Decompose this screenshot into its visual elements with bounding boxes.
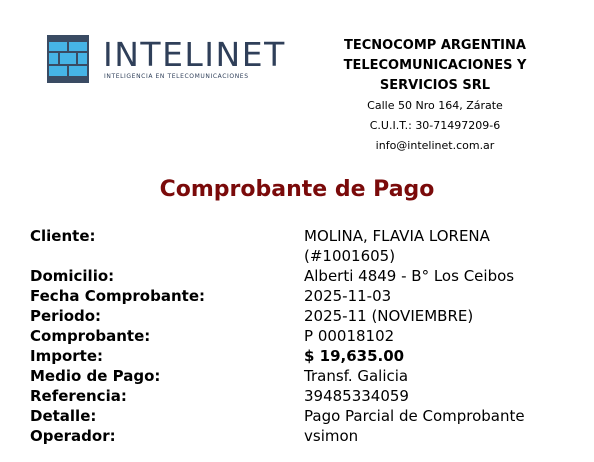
company-name-line-1: TECNOCOMP ARGENTINA bbox=[344, 38, 526, 53]
operador-value: vsimon bbox=[304, 427, 359, 445]
comprobante-label: Comprobante: bbox=[30, 327, 151, 345]
row-medio-pago bbox=[30, 366, 570, 386]
company-name-line-2: TELECOMUNICACIONES Y bbox=[343, 58, 527, 73]
row-fecha bbox=[30, 286, 570, 306]
fecha-value: 2025-11-03 bbox=[304, 287, 392, 305]
company-cuit: C.U.I.T.: 30-71497209-6 bbox=[369, 119, 501, 132]
page-title: Comprobante de Pago bbox=[159, 177, 435, 202]
company-address: Calle 50 Nro 164, Zárate bbox=[367, 99, 503, 112]
row-periodo bbox=[30, 306, 570, 326]
detalle-label: Detalle: bbox=[30, 407, 97, 425]
cliente-name: MOLINA, FLAVIA LORENA bbox=[304, 227, 490, 245]
row-cliente bbox=[30, 226, 570, 266]
importe-label: Importe: bbox=[30, 347, 103, 365]
row-importe bbox=[30, 346, 570, 366]
periodo-value: 2025-11 (NOVIEMBRE) bbox=[304, 307, 474, 325]
row-operador bbox=[30, 426, 570, 446]
periodo-label: Periodo: bbox=[30, 307, 102, 325]
detalle-value: Pago Parcial de Comprobante bbox=[304, 407, 525, 425]
referencia-label: Referencia: bbox=[30, 387, 127, 405]
importe-value: $ 19,635.00 bbox=[304, 347, 405, 365]
logo-wordmark: INTELINET bbox=[103, 35, 286, 74]
receipt-details bbox=[30, 226, 570, 446]
cliente-value bbox=[304, 226, 570, 266]
domicilio-value: Alberti 4849 - B° Los Ceibos bbox=[304, 267, 515, 285]
medio-pago-label: Medio de Pago: bbox=[30, 367, 161, 385]
comprobante-value: P 00018102 bbox=[304, 327, 395, 345]
cliente-label: Cliente: bbox=[30, 227, 96, 245]
company-email: info@intelinet.com.ar bbox=[375, 139, 495, 152]
referencia-value: 39485334059 bbox=[304, 387, 409, 405]
fecha-label: Fecha Comprobante: bbox=[30, 287, 205, 305]
logo-grid-icon bbox=[47, 35, 89, 83]
row-comprobante bbox=[30, 326, 570, 346]
domicilio-label: Domicilio: bbox=[30, 267, 115, 285]
company-info bbox=[320, 36, 550, 156]
company-logo bbox=[47, 35, 287, 85]
row-detalle bbox=[30, 406, 570, 426]
operador-label: Operador: bbox=[30, 427, 116, 445]
row-referencia bbox=[30, 386, 570, 406]
row-domicilio bbox=[30, 266, 570, 286]
logo-tagline: INTELIGENCIA EN TELECOMUNICACIONES bbox=[104, 73, 249, 80]
company-name-line-3: SERVICIOS SRL bbox=[379, 78, 491, 93]
medio-pago-value: Transf. Galicia bbox=[304, 367, 409, 385]
cliente-id: (#1001605) bbox=[304, 247, 396, 265]
